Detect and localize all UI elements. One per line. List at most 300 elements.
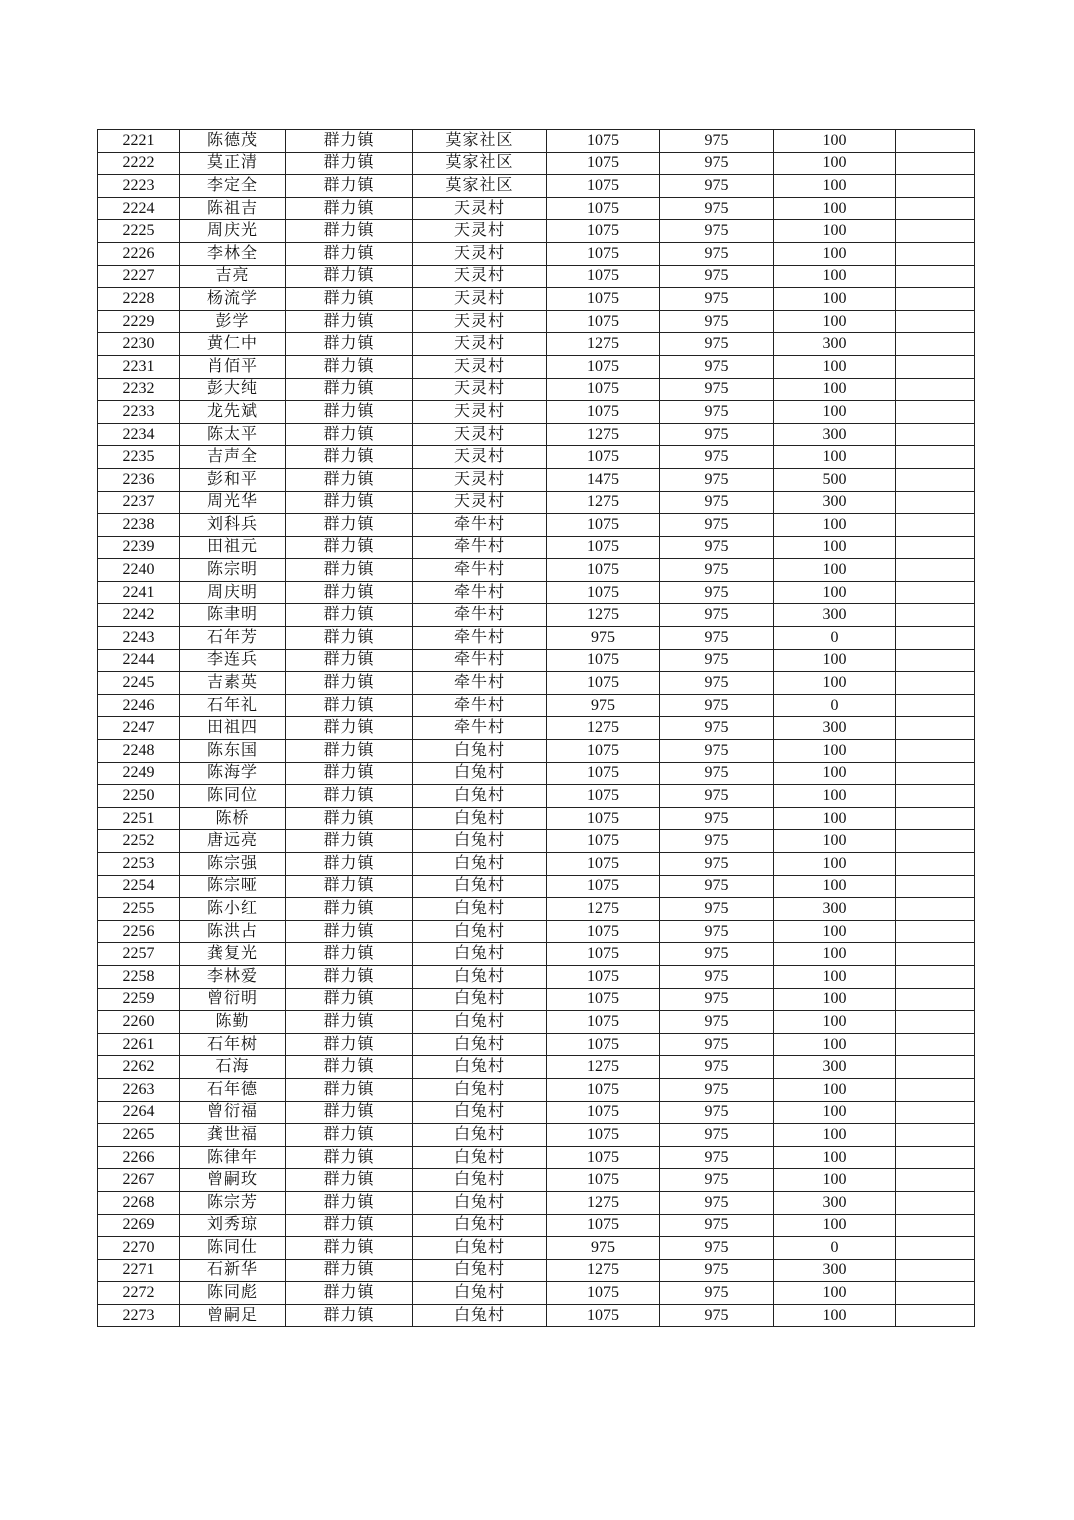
amount-total-cell: 1075: [547, 514, 660, 537]
row-number-cell: 2240: [98, 559, 180, 582]
person-name-cell: 吉素英: [180, 672, 286, 695]
row-number-cell: 2266: [98, 1146, 180, 1169]
town-name-cell: 群力镇: [286, 559, 413, 582]
village-name-cell: 白兔村: [413, 1169, 547, 1192]
amount-difference-cell: 100: [774, 807, 896, 830]
table-row: [98, 514, 975, 537]
remark-cell: [896, 175, 975, 198]
person-name-cell: 龚复光: [180, 943, 286, 966]
town-name-cell: 群力镇: [286, 220, 413, 243]
person-name-cell: 曾嗣玫: [180, 1169, 286, 1192]
table-row: [98, 378, 975, 401]
person-name-cell: 石新华: [180, 1259, 286, 1282]
town-name-cell: 群力镇: [286, 423, 413, 446]
person-name-cell: 石海: [180, 1056, 286, 1079]
town-name-cell: 群力镇: [286, 288, 413, 311]
amount-difference-cell: 100: [774, 242, 896, 265]
amount-base-cell: 975: [660, 694, 774, 717]
row-number-cell: 2227: [98, 265, 180, 288]
table-row: [98, 536, 975, 559]
amount-total-cell: 1075: [547, 1146, 660, 1169]
person-name-cell: 陈宗哑: [180, 875, 286, 898]
amount-base-cell: 975: [660, 943, 774, 966]
town-name-cell: 群力镇: [286, 694, 413, 717]
amount-base-cell: 975: [660, 807, 774, 830]
row-number-cell: 2255: [98, 898, 180, 921]
amount-total-cell: 1075: [547, 559, 660, 582]
amount-total-cell: 1075: [547, 242, 660, 265]
amount-base-cell: 975: [660, 1101, 774, 1124]
person-name-cell: 曾衍福: [180, 1101, 286, 1124]
village-name-cell: 白兔村: [413, 1124, 547, 1147]
remark-cell: [896, 152, 975, 175]
person-name-cell: 陈同位: [180, 785, 286, 808]
amount-base-cell: 975: [660, 1146, 774, 1169]
table-row: [98, 943, 975, 966]
table-row: [98, 604, 975, 627]
amount-base-cell: 975: [660, 1237, 774, 1260]
row-number-cell: 2246: [98, 694, 180, 717]
village-name-cell: 莫家社区: [413, 152, 547, 175]
village-name-cell: 白兔村: [413, 1304, 547, 1327]
town-name-cell: 群力镇: [286, 355, 413, 378]
remark-cell: [896, 220, 975, 243]
amount-total-cell: 1075: [547, 1304, 660, 1327]
remark-cell: [896, 672, 975, 695]
amount-base-cell: 975: [660, 1214, 774, 1237]
table-row: [98, 1033, 975, 1056]
table-row: [98, 807, 975, 830]
remark-cell: [896, 694, 975, 717]
amount-total-cell: 1075: [547, 1101, 660, 1124]
remark-cell: [896, 807, 975, 830]
town-name-cell: 群力镇: [286, 446, 413, 469]
amount-base-cell: 975: [660, 242, 774, 265]
village-name-cell: 白兔村: [413, 762, 547, 785]
town-name-cell: 群力镇: [286, 1011, 413, 1034]
amount-difference-cell: 100: [774, 152, 896, 175]
town-name-cell: 群力镇: [286, 1214, 413, 1237]
town-name-cell: 群力镇: [286, 1124, 413, 1147]
amount-base-cell: 975: [660, 446, 774, 469]
table-row: [98, 355, 975, 378]
person-name-cell: 黄仁中: [180, 333, 286, 356]
amount-difference-cell: 100: [774, 853, 896, 876]
amount-base-cell: 975: [660, 536, 774, 559]
row-number-cell: 2267: [98, 1169, 180, 1192]
town-name-cell: 群力镇: [286, 627, 413, 650]
amount-difference-cell: 300: [774, 604, 896, 627]
amount-total-cell: 1475: [547, 468, 660, 491]
town-name-cell: 群力镇: [286, 807, 413, 830]
remark-cell: [896, 559, 975, 582]
table-row: [98, 1304, 975, 1327]
person-name-cell: 田祖元: [180, 536, 286, 559]
table-row: [98, 130, 975, 153]
row-number-cell: 2239: [98, 536, 180, 559]
remark-cell: [896, 355, 975, 378]
row-number-cell: 2270: [98, 1237, 180, 1260]
town-name-cell: 群力镇: [286, 717, 413, 740]
table-row: [98, 672, 975, 695]
row-number-cell: 2263: [98, 1078, 180, 1101]
remark-cell: [896, 988, 975, 1011]
amount-total-cell: 1275: [547, 717, 660, 740]
row-number-cell: 2248: [98, 740, 180, 763]
person-name-cell: 周光华: [180, 491, 286, 514]
amount-difference-cell: 100: [774, 1011, 896, 1034]
amount-total-cell: 1075: [547, 536, 660, 559]
table-row: [98, 1124, 975, 1147]
village-name-cell: 白兔村: [413, 740, 547, 763]
person-name-cell: 田祖四: [180, 717, 286, 740]
remark-cell: [896, 943, 975, 966]
amount-difference-cell: 100: [774, 1304, 896, 1327]
remark-cell: [896, 1146, 975, 1169]
table-row: [98, 1078, 975, 1101]
table-row: [98, 649, 975, 672]
town-name-cell: 群力镇: [286, 1078, 413, 1101]
amount-base-cell: 975: [660, 1124, 774, 1147]
person-name-cell: 彭学: [180, 310, 286, 333]
remark-cell: [896, 830, 975, 853]
amount-difference-cell: 100: [774, 197, 896, 220]
remark-cell: [896, 853, 975, 876]
remark-cell: [896, 1304, 975, 1327]
person-name-cell: 陈桥: [180, 807, 286, 830]
town-name-cell: 群力镇: [286, 740, 413, 763]
amount-difference-cell: 300: [774, 333, 896, 356]
row-number-cell: 2231: [98, 355, 180, 378]
table-row: [98, 988, 975, 1011]
amount-difference-cell: 100: [774, 920, 896, 943]
table-row: [98, 220, 975, 243]
person-name-cell: 莫正清: [180, 152, 286, 175]
amount-difference-cell: 100: [774, 514, 896, 537]
remark-cell: [896, 740, 975, 763]
amount-difference-cell: 100: [774, 762, 896, 785]
table-row: [98, 762, 975, 785]
row-number-cell: 2228: [98, 288, 180, 311]
remark-cell: [896, 1169, 975, 1192]
amount-base-cell: 975: [660, 1282, 774, 1305]
amount-base-cell: 975: [660, 649, 774, 672]
village-name-cell: 白兔村: [413, 1146, 547, 1169]
row-number-cell: 2234: [98, 423, 180, 446]
table-row: [98, 1259, 975, 1282]
row-number-cell: 2242: [98, 604, 180, 627]
village-name-cell: 白兔村: [413, 807, 547, 830]
person-name-cell: 杨流学: [180, 288, 286, 311]
row-number-cell: 2271: [98, 1259, 180, 1282]
amount-base-cell: 975: [660, 220, 774, 243]
amount-difference-cell: 100: [774, 672, 896, 695]
table-row: [98, 898, 975, 921]
remark-cell: [896, 401, 975, 424]
amount-difference-cell: 300: [774, 423, 896, 446]
town-name-cell: 群力镇: [286, 310, 413, 333]
village-name-cell: 天灵村: [413, 355, 547, 378]
amount-base-cell: 975: [660, 468, 774, 491]
row-number-cell: 2241: [98, 581, 180, 604]
table-row: [98, 1214, 975, 1237]
amount-base-cell: 975: [660, 875, 774, 898]
village-name-cell: 天灵村: [413, 333, 547, 356]
amount-difference-cell: 100: [774, 1033, 896, 1056]
amount-base-cell: 975: [660, 1169, 774, 1192]
amount-total-cell: 975: [547, 1237, 660, 1260]
amount-base-cell: 975: [660, 197, 774, 220]
village-name-cell: 牵牛村: [413, 717, 547, 740]
town-name-cell: 群力镇: [286, 265, 413, 288]
person-name-cell: 陈律年: [180, 1146, 286, 1169]
town-name-cell: 群力镇: [286, 672, 413, 695]
amount-base-cell: 975: [660, 559, 774, 582]
table-row: [98, 830, 975, 853]
amount-difference-cell: 100: [774, 581, 896, 604]
row-number-cell: 2269: [98, 1214, 180, 1237]
amount-total-cell: 1275: [547, 1191, 660, 1214]
town-name-cell: 群力镇: [286, 762, 413, 785]
amount-difference-cell: 100: [774, 1146, 896, 1169]
amount-difference-cell: 100: [774, 1078, 896, 1101]
village-name-cell: 白兔村: [413, 920, 547, 943]
remark-cell: [896, 288, 975, 311]
village-name-cell: 牵牛村: [413, 694, 547, 717]
remark-cell: [896, 898, 975, 921]
amount-difference-cell: 100: [774, 265, 896, 288]
amount-difference-cell: 100: [774, 310, 896, 333]
person-name-cell: 陈德茂: [180, 130, 286, 153]
amount-base-cell: 975: [660, 762, 774, 785]
person-name-cell: 陈洪占: [180, 920, 286, 943]
amount-total-cell: 1075: [547, 830, 660, 853]
table-row: [98, 1146, 975, 1169]
remark-cell: [896, 604, 975, 627]
village-name-cell: 白兔村: [413, 853, 547, 876]
row-number-cell: 2245: [98, 672, 180, 695]
town-name-cell: 群力镇: [286, 830, 413, 853]
remark-cell: [896, 446, 975, 469]
person-name-cell: 陈宗明: [180, 559, 286, 582]
person-name-cell: 龙先斌: [180, 401, 286, 424]
table-row: [98, 965, 975, 988]
remark-cell: [896, 1191, 975, 1214]
amount-total-cell: 1075: [547, 1214, 660, 1237]
person-name-cell: 陈宗芳: [180, 1191, 286, 1214]
amount-total-cell: 1075: [547, 401, 660, 424]
amount-difference-cell: 100: [774, 378, 896, 401]
town-name-cell: 群力镇: [286, 1282, 413, 1305]
person-name-cell: 肖佰平: [180, 355, 286, 378]
village-name-cell: 天灵村: [413, 242, 547, 265]
row-number-cell: 2264: [98, 1101, 180, 1124]
amount-total-cell: 1075: [547, 672, 660, 695]
person-name-cell: 陈海学: [180, 762, 286, 785]
person-name-cell: 李林全: [180, 242, 286, 265]
village-name-cell: 白兔村: [413, 988, 547, 1011]
amount-base-cell: 975: [660, 581, 774, 604]
row-number-cell: 2272: [98, 1282, 180, 1305]
amount-difference-cell: 100: [774, 943, 896, 966]
town-name-cell: 群力镇: [286, 197, 413, 220]
row-number-cell: 2236: [98, 468, 180, 491]
village-name-cell: 白兔村: [413, 1259, 547, 1282]
village-name-cell: 牵牛村: [413, 627, 547, 650]
amount-base-cell: 975: [660, 898, 774, 921]
person-name-cell: 陈小红: [180, 898, 286, 921]
amount-difference-cell: 100: [774, 649, 896, 672]
remark-cell: [896, 1033, 975, 1056]
row-number-cell: 2250: [98, 785, 180, 808]
village-name-cell: 白兔村: [413, 1078, 547, 1101]
village-name-cell: 白兔村: [413, 898, 547, 921]
amount-total-cell: 1075: [547, 1011, 660, 1034]
person-name-cell: 周庆光: [180, 220, 286, 243]
village-name-cell: 白兔村: [413, 1214, 547, 1237]
amount-total-cell: 1275: [547, 898, 660, 921]
amount-difference-cell: 100: [774, 1282, 896, 1305]
remark-cell: [896, 242, 975, 265]
village-name-cell: 牵牛村: [413, 581, 547, 604]
amount-total-cell: 1075: [547, 197, 660, 220]
amount-total-cell: 1275: [547, 333, 660, 356]
amount-total-cell: 975: [547, 627, 660, 650]
amount-total-cell: 1275: [547, 604, 660, 627]
row-number-cell: 2259: [98, 988, 180, 1011]
table-row: [98, 627, 975, 650]
person-name-cell: 李定全: [180, 175, 286, 198]
amount-total-cell: 1075: [547, 649, 660, 672]
remark-cell: [896, 1259, 975, 1282]
town-name-cell: 群力镇: [286, 604, 413, 627]
table-row: [98, 694, 975, 717]
amount-total-cell: 1075: [547, 288, 660, 311]
row-number-cell: 2221: [98, 130, 180, 153]
table-row: [98, 1282, 975, 1305]
remark-cell: [896, 536, 975, 559]
amount-base-cell: 975: [660, 627, 774, 650]
amount-base-cell: 975: [660, 920, 774, 943]
amount-base-cell: 975: [660, 130, 774, 153]
row-number-cell: 2256: [98, 920, 180, 943]
amount-base-cell: 975: [660, 491, 774, 514]
town-name-cell: 群力镇: [286, 1259, 413, 1282]
amount-difference-cell: 100: [774, 830, 896, 853]
village-name-cell: 天灵村: [413, 310, 547, 333]
amount-total-cell: 1075: [547, 152, 660, 175]
village-name-cell: 白兔村: [413, 1282, 547, 1305]
town-name-cell: 群力镇: [286, 378, 413, 401]
amount-total-cell: 1075: [547, 446, 660, 469]
village-name-cell: 白兔村: [413, 830, 547, 853]
amount-difference-cell: 100: [774, 401, 896, 424]
remark-cell: [896, 197, 975, 220]
village-name-cell: 牵牛村: [413, 604, 547, 627]
amount-total-cell: 1275: [547, 1259, 660, 1282]
amount-total-cell: 1075: [547, 943, 660, 966]
amount-base-cell: 975: [660, 785, 774, 808]
village-name-cell: 天灵村: [413, 288, 547, 311]
town-name-cell: 群力镇: [286, 785, 413, 808]
village-name-cell: 天灵村: [413, 401, 547, 424]
remark-cell: [896, 378, 975, 401]
amount-base-cell: 975: [660, 401, 774, 424]
amount-difference-cell: 100: [774, 740, 896, 763]
person-name-cell: 曾衍明: [180, 988, 286, 1011]
row-number-cell: 2223: [98, 175, 180, 198]
village-name-cell: 白兔村: [413, 1101, 547, 1124]
amount-base-cell: 975: [660, 152, 774, 175]
village-name-cell: 天灵村: [413, 197, 547, 220]
amount-difference-cell: 100: [774, 175, 896, 198]
amount-total-cell: 1075: [547, 875, 660, 898]
amount-base-cell: 975: [660, 333, 774, 356]
person-name-cell: 彭和平: [180, 468, 286, 491]
village-name-cell: 天灵村: [413, 220, 547, 243]
amount-difference-cell: 100: [774, 355, 896, 378]
row-number-cell: 2230: [98, 333, 180, 356]
town-name-cell: 群力镇: [286, 242, 413, 265]
table-row: [98, 581, 975, 604]
amount-base-cell: 975: [660, 423, 774, 446]
row-number-cell: 2224: [98, 197, 180, 220]
remark-cell: [896, 130, 975, 153]
person-name-cell: 石年树: [180, 1033, 286, 1056]
table-row: [98, 401, 975, 424]
row-number-cell: 2258: [98, 965, 180, 988]
amount-base-cell: 975: [660, 988, 774, 1011]
table-row: [98, 740, 975, 763]
amount-total-cell: 1075: [547, 920, 660, 943]
person-name-cell: 唐远亮: [180, 830, 286, 853]
town-name-cell: 群力镇: [286, 1237, 413, 1260]
town-name-cell: 群力镇: [286, 1033, 413, 1056]
table-row: [98, 310, 975, 333]
row-number-cell: 2254: [98, 875, 180, 898]
amount-total-cell: 1275: [547, 1056, 660, 1079]
row-number-cell: 2253: [98, 853, 180, 876]
amount-difference-cell: 300: [774, 717, 896, 740]
remark-cell: [896, 1214, 975, 1237]
remark-cell: [896, 468, 975, 491]
person-name-cell: 刘秀琼: [180, 1214, 286, 1237]
amount-difference-cell: 100: [774, 130, 896, 153]
person-name-cell: 陈东国: [180, 740, 286, 763]
town-name-cell: 群力镇: [286, 1169, 413, 1192]
village-name-cell: 牵牛村: [413, 536, 547, 559]
table-row: [98, 1101, 975, 1124]
table-row: [98, 920, 975, 943]
town-name-cell: 群力镇: [286, 988, 413, 1011]
amount-total-cell: 1075: [547, 175, 660, 198]
amount-total-cell: 1075: [547, 130, 660, 153]
remark-cell: [896, 875, 975, 898]
table-row: [98, 175, 975, 198]
amount-total-cell: 1075: [547, 807, 660, 830]
amount-difference-cell: 100: [774, 785, 896, 808]
town-name-cell: 群力镇: [286, 152, 413, 175]
row-number-cell: 2247: [98, 717, 180, 740]
row-number-cell: 2237: [98, 491, 180, 514]
row-number-cell: 2257: [98, 943, 180, 966]
town-name-cell: 群力镇: [286, 1191, 413, 1214]
village-name-cell: 牵牛村: [413, 672, 547, 695]
remark-cell: [896, 1078, 975, 1101]
town-name-cell: 群力镇: [286, 536, 413, 559]
table-row: [98, 491, 975, 514]
amount-total-cell: 1075: [547, 581, 660, 604]
